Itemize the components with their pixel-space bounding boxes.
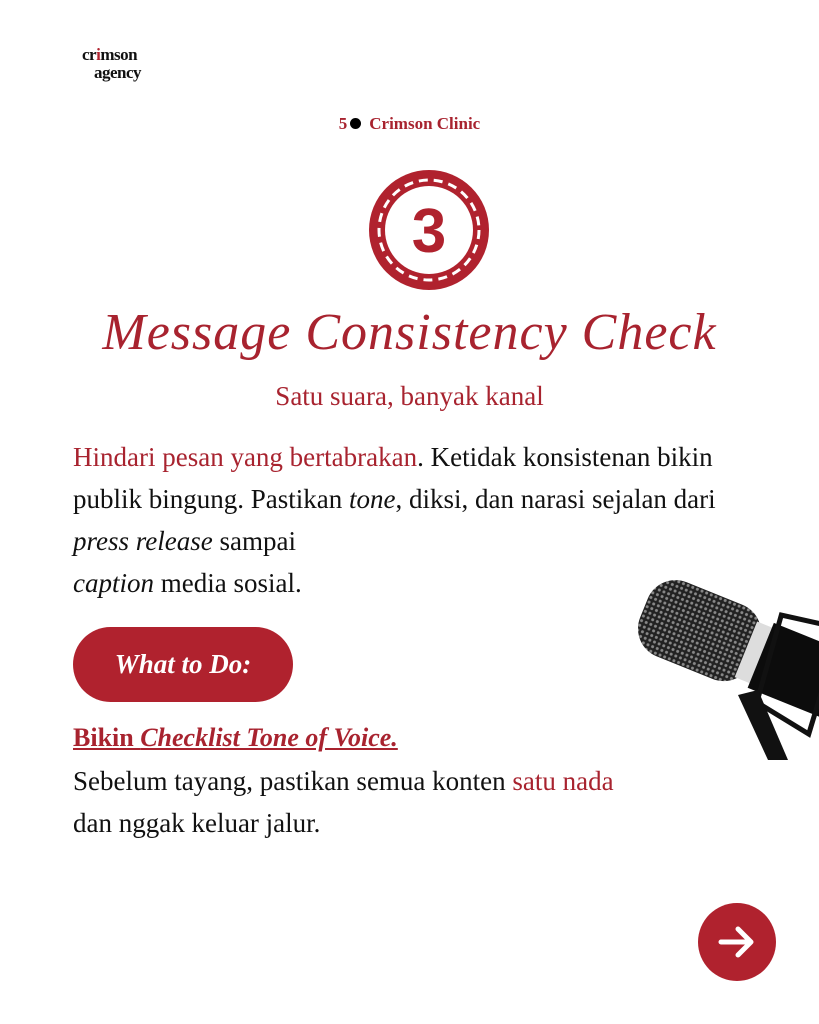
series-name: Crimson Clinic [369, 114, 481, 133]
body-text: , diksi, dan narasi sejalan dari [395, 484, 716, 514]
bullet-icon [350, 118, 361, 129]
logo-line-1 [82, 46, 141, 64]
body-text: media sosial. [154, 568, 302, 598]
page-subtitle: Satu suara, banyak kanal [275, 381, 544, 411]
page-title: Message Consistency Check [102, 304, 717, 361]
next-button[interactable] [698, 903, 776, 981]
microphone-image [618, 575, 819, 765]
tip-title-italic: Checklist Tone of Voice. [140, 723, 398, 752]
step-number: 3 [411, 197, 447, 266]
body-text: dan nggak keluar jalur. [73, 808, 321, 838]
logo-text: mson [100, 45, 138, 64]
brand-logo [82, 46, 141, 82]
italic-text: tone [349, 484, 396, 514]
highlight-text: satu nada [512, 766, 614, 796]
tip-title-text: Bikin [73, 723, 141, 752]
series-label [0, 114, 819, 134]
dashed-circle-icon [367, 168, 491, 292]
series-number: 5 [338, 114, 348, 133]
italic-text: press release [73, 526, 213, 556]
arrow-right-icon [715, 920, 759, 964]
step-badge [367, 168, 491, 297]
logo-text: agency [94, 63, 142, 82]
tip-body [73, 760, 773, 844]
body-text: . Ketidak konsistenan bikin publik bingung. Pastikan [73, 442, 713, 514]
tip-title [73, 722, 398, 754]
highlight-text: Hindari pesan yang bertabrakan [73, 442, 418, 472]
body-text: sampai [212, 526, 296, 556]
logo-text: cr [82, 45, 97, 64]
logo-text: i [96, 45, 101, 64]
what-to-do-button[interactable]: What to Do: [73, 627, 293, 702]
italic-text: caption [73, 568, 154, 598]
body-text: Sebelum tayang, pastikan semua konten [73, 766, 513, 796]
